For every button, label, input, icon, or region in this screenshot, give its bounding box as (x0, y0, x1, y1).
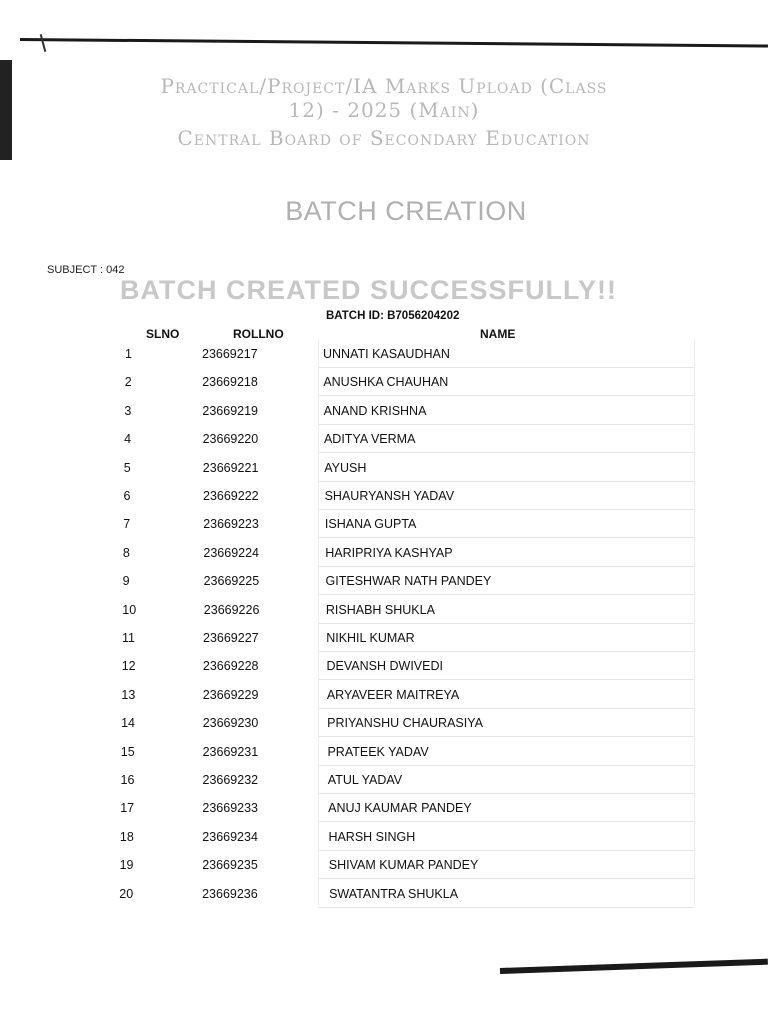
cell-name: ANUSHKA CHAUHAN (323, 375, 449, 390)
row-divider (318, 878, 694, 879)
cell-slno: 17 (120, 801, 135, 816)
page-title: BATCH CREATION (285, 196, 527, 226)
paper-edge-top (20, 38, 768, 48)
row-divider (318, 452, 694, 453)
cell-name: UNNATI KASAUDHAN (323, 347, 450, 361)
cell-rollno: 23669227 (203, 631, 259, 645)
row-divider (318, 850, 694, 851)
header-line-1: Practical/Project/IA Marks Upload (Class (160, 74, 608, 98)
cell-slno: 14 (121, 716, 135, 731)
cell-name: NIKHIL KUMAR (326, 631, 415, 645)
cell-slno: 5 (123, 460, 131, 475)
cell-rollno: 23669218 (202, 375, 258, 390)
row-divider (318, 623, 694, 624)
row-divider (318, 793, 694, 794)
subject-label: SUBJECT : 042 (47, 264, 125, 276)
table-row (0, 631, 768, 659)
cell-slno: 18 (119, 829, 134, 844)
cell-rollno: 23669226 (203, 602, 260, 617)
cell-rollno: 23669232 (202, 773, 259, 787)
table-row (0, 745, 768, 773)
cell-rollno: 23669234 (202, 829, 258, 844)
table-row (0, 830, 768, 858)
cell-slno: 9 (122, 574, 130, 589)
table-row (0, 603, 768, 631)
cell-slno: 4 (124, 432, 132, 447)
header-line-3: Central Board of Secondary Education (177, 126, 591, 150)
cell-slno: 13 (121, 687, 136, 702)
row-divider (318, 765, 694, 766)
cell-name: SWATANTRA SHUKLA (329, 886, 459, 901)
cell-name: ANAND KRISHNA (323, 403, 427, 418)
cell-rollno: 23669223 (203, 517, 259, 532)
cell-rollno: 23669235 (202, 858, 258, 873)
cell-rollno: 23669236 (202, 886, 258, 901)
cell-rollno: 23669219 (202, 403, 259, 418)
table-row (0, 688, 768, 716)
cell-slno: 20 (119, 886, 134, 901)
table-row (0, 858, 768, 886)
table-row (0, 773, 768, 801)
row-divider (318, 367, 694, 368)
table-row (0, 432, 768, 460)
cell-slno: 10 (122, 602, 137, 617)
table-row (0, 546, 768, 574)
table-row (0, 517, 768, 545)
table-row (0, 404, 768, 432)
cell-name: GITESHWAR NATH PANDEY (325, 574, 492, 589)
cell-name: PRATEEK YADAV (327, 744, 429, 759)
cell-slno: 16 (120, 773, 135, 787)
table-row (0, 659, 768, 687)
table-row (0, 347, 768, 375)
cell-slno: 11 (122, 631, 135, 645)
cell-name: ATUL YADAV (327, 773, 403, 787)
cell-rollno: 23669231 (202, 744, 259, 759)
table-row (0, 887, 768, 915)
cell-slno: 3 (124, 403, 132, 418)
cell-slno: 19 (119, 858, 134, 873)
paper-edge-bottom (500, 959, 768, 974)
cell-name: DEVANSH DWIVEDI (326, 659, 443, 674)
table-row (0, 716, 768, 744)
cell-rollno: 23669228 (202, 659, 259, 674)
cell-rollno: 23669233 (202, 801, 259, 816)
cell-rollno: 23669225 (203, 574, 260, 589)
cell-name: ADITYA VERMA (323, 432, 416, 447)
table-row (0, 461, 768, 489)
cell-name: ARYAVEER MAITREYA (326, 687, 460, 702)
header-line-2: 12) - 2025 (Main) (288, 98, 480, 122)
cell-slno: 8 (122, 545, 130, 560)
table-row (0, 375, 768, 403)
cell-name: HARSH SINGH (328, 829, 416, 844)
cell-rollno: 23669222 (203, 489, 259, 503)
cell-rollno: 23669217 (202, 347, 258, 361)
corner-mark (40, 34, 47, 52)
column-header-name: NAME (480, 327, 516, 341)
cell-slno: 12 (121, 659, 136, 674)
cell-rollno: 23669221 (202, 460, 259, 475)
cell-rollno: 23669230 (202, 716, 259, 731)
row-divider (318, 566, 694, 567)
cell-name: ANUJ KAUMAR PANDEY (328, 801, 472, 816)
table-row (0, 574, 768, 602)
batch-id: BATCH ID: B7056204202 (326, 310, 460, 322)
row-divider (318, 594, 694, 595)
cell-slno: 6 (123, 489, 131, 503)
cell-name: RISHABH SHUKLA (325, 602, 435, 617)
cell-slno: 7 (123, 517, 131, 532)
row-divider (318, 651, 694, 652)
row-divider (318, 395, 694, 396)
row-divider (318, 509, 694, 510)
row-divider (318, 736, 694, 737)
table-row (0, 489, 768, 517)
row-divider (318, 481, 694, 482)
column-header-slno: SLNO (146, 327, 180, 341)
cell-rollno: 23669229 (202, 687, 259, 702)
cell-rollno: 23669224 (203, 545, 260, 560)
row-divider (318, 537, 694, 538)
cell-name: ISHANA GUPTA (324, 517, 417, 532)
success-message: BATCH CREATED SUCCESSFULLY!! (120, 275, 618, 305)
cell-name: AYUSH (324, 460, 367, 475)
cell-name: SHAURYANSH YADAV (324, 489, 455, 503)
cell-slno: 2 (124, 375, 132, 390)
table-row (0, 801, 768, 829)
row-divider (318, 679, 694, 680)
row-divider (318, 708, 694, 709)
cell-slno: 1 (125, 347, 132, 361)
cell-name: HARIPRIYA KASHYAP (325, 545, 453, 560)
cell-slno: 15 (120, 744, 135, 759)
row-divider (318, 821, 694, 822)
cell-name: SHIVAM KUMAR PANDEY (328, 858, 479, 873)
cell-rollno: 23669220 (202, 432, 259, 447)
cell-name: PRIYANSHU CHAURASIYA (327, 716, 483, 731)
row-divider (318, 907, 694, 908)
column-header-rollno: ROLLNO (233, 327, 284, 341)
row-divider (318, 424, 694, 425)
